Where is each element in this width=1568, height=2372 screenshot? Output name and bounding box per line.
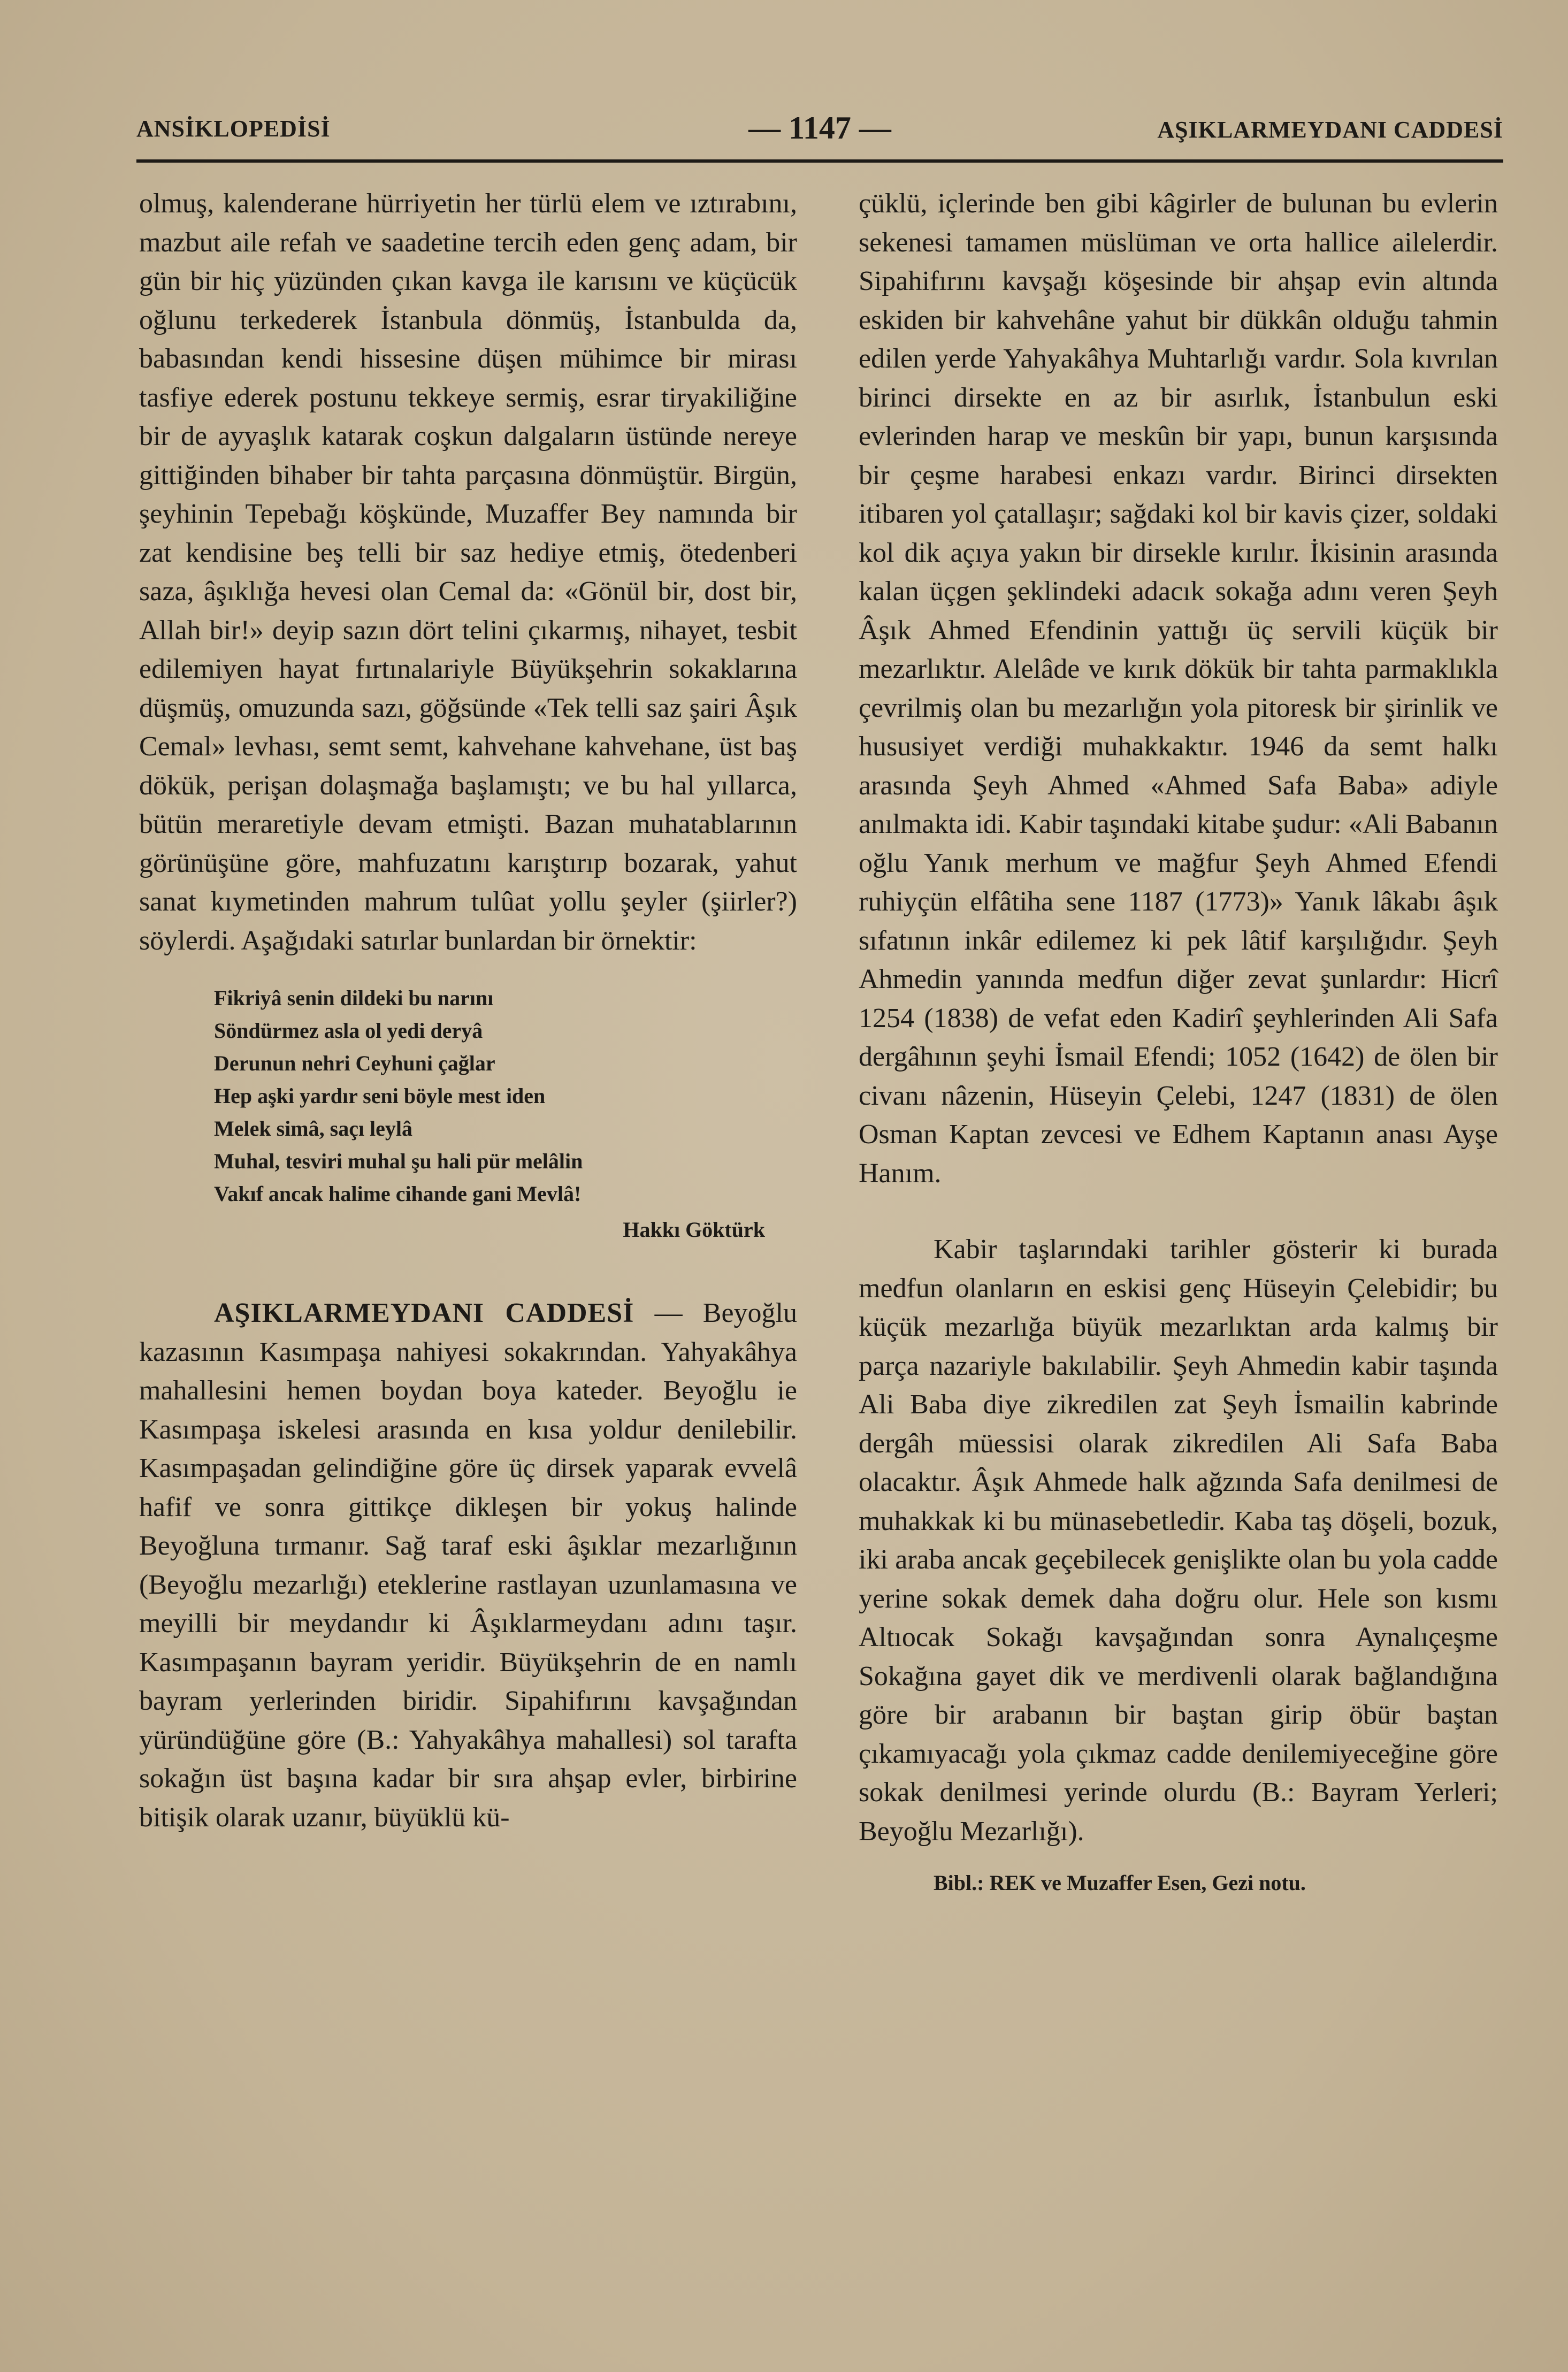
text-paragraph: Kabir taşlarındaki tarihler gösterir ki burada medfun olanların en eskisi genç Hüseyin Çelebidir; bu küçük mezarlığa büyük mezarlıktan arda kalmış bir parça nazariyle bakılabilir. Şeyh Ahmedin kabir taşında Ali Baba diye zikredilen zat Şeyh İsmailin kabrinde dergâh müessisi olarak zikredilen Ali Safa Baba olacaktır. Âşık Ahmede halk ağzında Safa denilmesi de muhakkak ki bu münasebetledir. Kaba taş döşeli, bozuk, iki araba ancak geçebilecek genişlikte olan bu yola cadde yerine sokak demek daha doğru olur. Hele son kısmı Altıocak Sokağı kavşağından sonra Aynalıçeşme Sokağına gayet dik ve merdivenli olarak bağlandığına göre bir arabanın bir baştan girip öbür baştan çıkamıyacağı yola çıkmaz cadde denilemiyeceğine göre sokak denilmesi yerinde olurdu (B.: Bayram Yerleri; Beyoğlu Mezarlığı). [859,1234,1498,1847]
entry-paragraph [139,1294,797,1837]
poem-line: Hep aşki yardır seni böyle mest iden [214,1084,546,1108]
right-column [859,185,1498,1899]
page-number: — 1147 — [748,110,891,146]
poem-line: Söndürmez asla ol yedi deryâ [214,1019,483,1043]
bibliography-note: Bibl.: REK ve Muzaffer Esen, Gezi notu. [934,1871,1306,1895]
page-header [136,110,1503,158]
header-rule [136,159,1503,163]
left-column [139,185,797,1837]
poem-line: Fikriyâ senin dildeki bu narını [214,986,494,1010]
entry-title: AŞIKLARMEYDANI CADDESİ [214,1298,634,1328]
poem-line: Derunun nehri Ceyhuni çağlar [214,1051,495,1075]
entry-body: — Beyoğlu kazasının Kasımpaşa nahiyesi sokakrından. Yahyakâhya mahallesini hemen boydan boya kateder. Beyoğlu ie Kasımpaşa iskelesi arasında en kısa yoldur denilebilir. Kasımpaşadan gelindiğine göre üç dirsek yaparak evvelâ hafif ve sonra gittikçe dikleşen bir yokuş halinde Beyoğluna tırmanır. Sağ taraf eski âşıklar mezarlığının (Beyoğlu mezarlığı) eteklerine rastlayan uzunlamasına ve meyilli bir meydandır ki Âşıklarmeydanı adını taşır. Kasımpaşanın bayram yeridir. Büyükşehrin de en namlı bayram yerlerinden biridir. Sipahifırını kavşağından yüründüğüne göre (B.: Yahyakâhya mahallesi) sol tarafta sokağın üst başına kadar bir sıra ahşap evler, birbirine bitişik olarak uzanır, büyüklü kü- [139,1298,797,1833]
poem-line: Vakıf ancak halime cihande gani Mevlâ! [214,1182,582,1206]
text-paragraph: olmuş, kalenderane hürriyetin her türlü elem ve ıztırabını, mazbut aile refah ve saadetine tercih eden genç adam, bir gün bir hiç yüzünden çıkan kavga ile karısını ve küçücük oğlunu terkederek İstanbula dönmüş, İstanbulda da, babasından kendi hissesine düşen mühimce bir mirası tasfiye ederek postunu tekkeye sermiş, esrar tiryakiliğine bir de ayyaşlık katarak coşkun dalgaların üstünde nereye gittiğinden bihaber bir tahta parçasına dönmüştür. Birgün, şeyhinin Tepebağı köşkünde, Muzaffer Bey namında bir zat kendisine beş telli bir saz hediye etmiş, ötedenberi saza, âşıklığa hevesi olan Cemal da: «Gönül bir, dost bir, Allah bir!» deyip sazın dört telini çıkarmış, nihayet, tesbit edilemiyen hayat fırtınalariyle Büyükşehrin sokaklarına düşmüş, omuzunda sazı, göğsünde «Tek telli saz şairi Âşık Cemal» levhası, semt semt, kahvehane kahvehane, üst baş dökük, perişan dolaşmağa başlamıştı; ve bu hal yıllarca, bütün meraretiyle devam etmişti. Bazan muhatablarının görünüşüne göre, mahfuzatını karıştırıp bozarak, yahut sanat kıymetinden mahrum tulûat yollu şeyler (şiirler?) söylerdi. Aşağıdaki satırlar bunlardan bir örnektir: [139,188,797,956]
poem-block [214,982,765,1246]
poem-author: Hakkı Göktürk [623,1218,765,1242]
header-encyclopedia-label: ANSİKLOPEDİSİ [136,116,331,142]
text-paragraph: çüklü, içlerinde ben gibi kâgirler de bulunan bu evlerin sekenesi tamamen müslüman ve orta hallice ailelerdir. Sipahifırını kavşağı köşesinde bir ahşap evin altında eskiden bir kahvehâne yahut bir dükkân olduğu tahmin edilen yerde Yahyakâhya Muhtarlığı vardır. Sola kıvrılan birinci dirsekte en az bir asırlık, İstanbulun eski evlerinden harap ve meskûn bir yapı, bunun karşısında bir çeşme harabesi enkazı vardır. Birinci dirsekten itibaren yol çatallaşır; sağdaki kol bir kavis çizer, soldaki kol dik açıya yakın bir dirsekle kırılır. İkisinin arasında kalan üçgen şeklindeki adacık sokağa adını veren Şeyh Âşık Ahmed Efendinin yattığı üç servili küçük bir mezarlıktır. Alelâde ve kırık dökük bir tahta parmaklıkla çevrilmiş olan bu mezarlığın yola pitoresk bir şirinlik ve hususiyet verdiği muhakkaktır. 1946 da semt halkı arasında Şeyh Ahmed «Ahmed Safa Baba» adiyle anılmakta idi. Kabir taşındaki kitabe şudur: «Ali Babanın oğlu Yanık merhum ve mağfur Şeyh Ahmed Efendi ruhiyçün elfâtiha sene 1187 (1773)» Yanık lâkabı âşık sıfatının inkâr edilemez ki pek lâtif karşılığıdır. Şeyh Ahmedin yanında medfun diğer zevat şunlardır: Hicrî 1254 (1838) de vefat eden Kadirî şeyhlerinden Ali Safa dergâhının şeyhi İsmail Efendi; 1052 (1642) de ölen bir civanı nâzenin, Hüseyin Çelebi, 1247 (1831) de ölen Osman Kaptan zevcesi ve Edhem Kaptanın anası Ayşe Hanım. [859,188,1498,1189]
poem-line: Muhal, tesviri muhal şu hali pür melâlin [214,1149,583,1173]
poem-line: Melek simâ, saçı leylâ [214,1116,413,1141]
header-entry-label: AŞIKLARMEYDANI CADDESİ [1157,117,1503,143]
